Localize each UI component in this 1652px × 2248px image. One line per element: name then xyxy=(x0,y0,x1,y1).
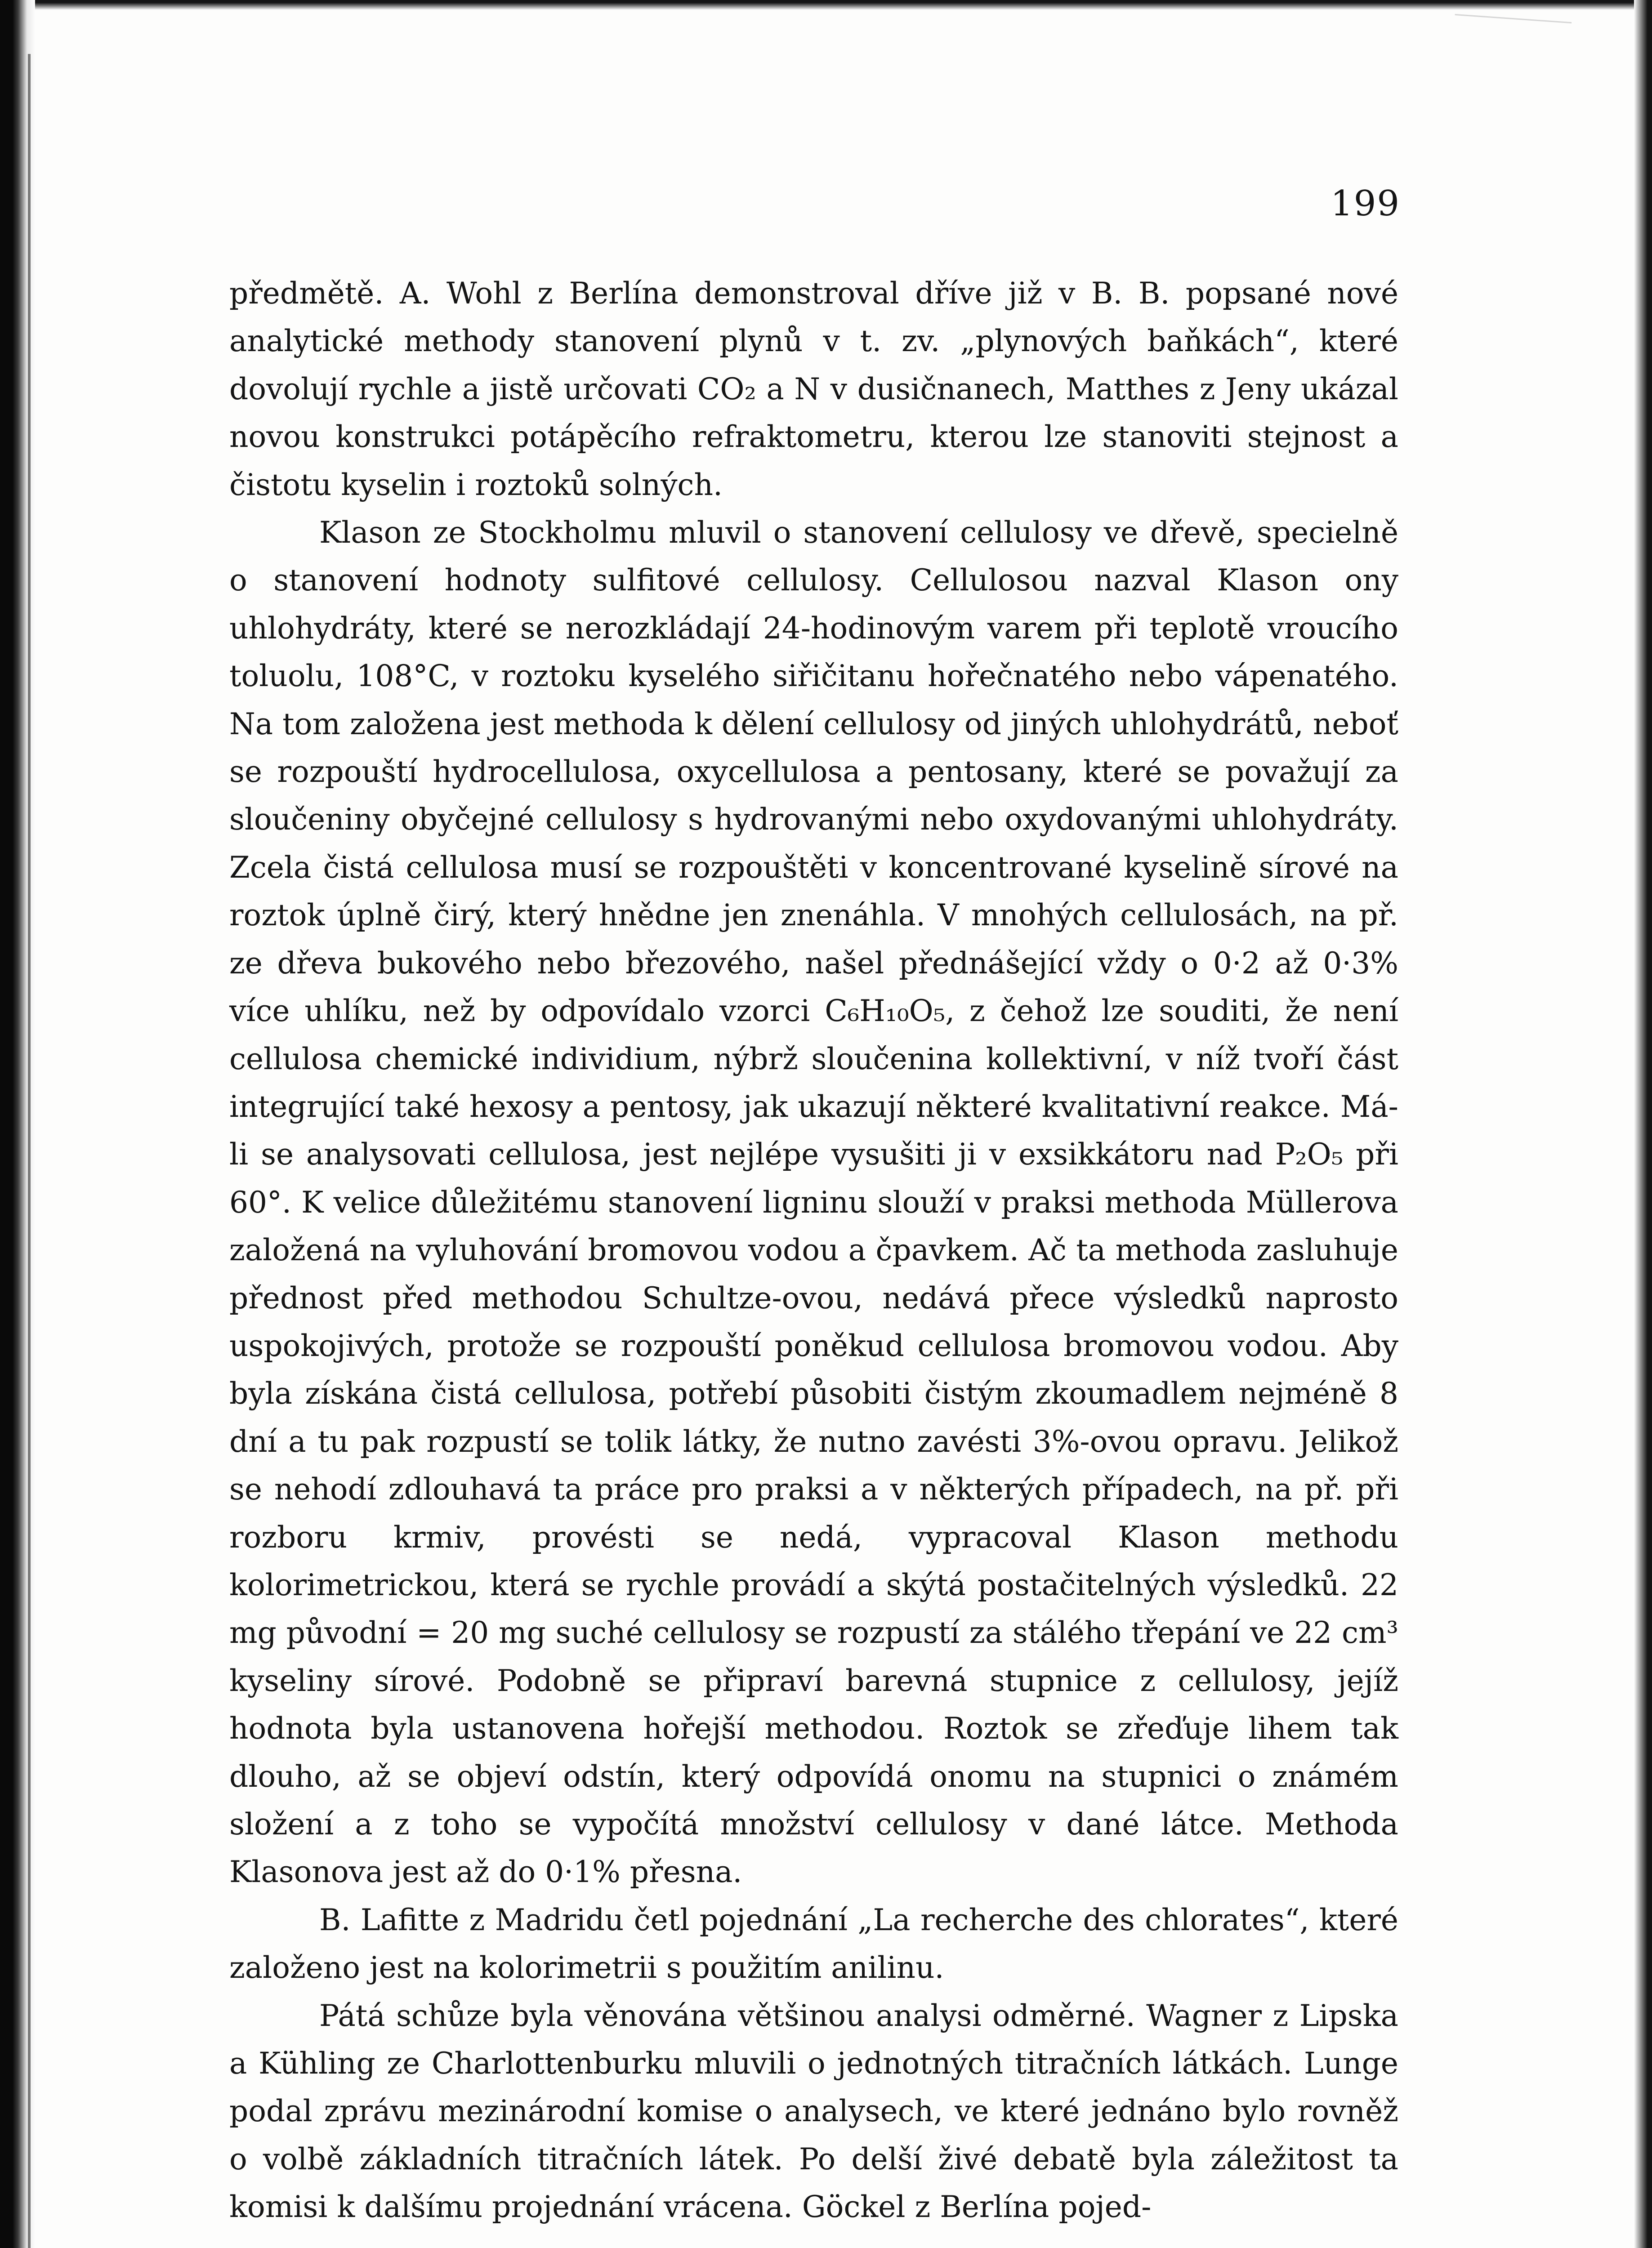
scan-edge-top xyxy=(0,0,1652,10)
corner-smudge xyxy=(1454,14,1572,41)
scan-edge-left xyxy=(0,0,35,2248)
binding-shadow xyxy=(28,54,31,2248)
paragraph-fifth-session: Pátá schůze byla věnována většinou analysi odměrné. Wagner z Lipska a Kühling ze Charlottenburku mluvili o jednotných titračních látkách. Lunge podal zprávu mezinárodní komise o analysech, ve které jednáno bylo rovněž o volbě základních titračních látek. Po delší živé debatě byla záležitost ta komisi k dalšímu projednání vrácena. Göckel z Berlína pojed- xyxy=(229,1998,1398,2225)
paragraph-wohl-matthes: předmětě. A. Wohl z Berlína demonstroval dříve již v B. B. popsané nové analytické methody stanovení plynů v t. zv. „plynových baňkách“, které dovolují rychle a jistě určovati CO₂ a N v dusičnanech, Matthes z Jeny ukázal novou konstrukci potápěcího refraktometru, kterou lze stanoviti stejnost a čistotu kyselin i roztoků solných. xyxy=(229,276,1398,502)
paragraph-klason: Klason ze Stockholmu mluvil o stanovení cellulosy ve dřevě, specielně o stanovení hodnoty sulfitové cellulosy. Cellulosou nazval Klason ony uhlohydráty, které se nerozkládají 24-hodinovým varem při teplotě vroucího toluolu, 108°C, v roztoku kyselého siřičitanu hořečnatého nebo vápenatého. Na tom založena jest methoda k dělení cellulosy od jiných uhlohydrátů, neboť se rozpouští hydrocellulosa, oxycellulosa a pentosany, které se považují za sloučeniny obyčejné cellulosy s hydrovanými nebo oxydovanými uhlohydráty. Zcela čistá cellulosa musí se rozpouštěti v koncentrované kyselině sírové na roztok úplně čirý, který hnědne jen znenáhla. V mnohých cellulosách, na př. ze dřeva bukového nebo březového, našel přednášející vždy o 0·2 až 0·3% více uhlíku, než by odpovídalo vzorci C₆H₁₀O₅, z čehož lze souditi, že není cellulosa chemické individium, nýbrž sloučenina kollektivní, v níž tvoří část integrující také hexosy a pentosy, jak ukazují některé kvalitativní reakce. Má-li se analysovati cellulosa, jest nejlépe vysušiti ji v exsikkátoru nad P₂O₅ při 60°. K velice důležitému stanovení ligninu slouží v praksi methoda Müllerova založená na vyluhování bromovou vodou a čpavkem. Ač ta methoda zasluhuje přednost před methodou Schultze-ovou, nedává přece výsledků naprosto uspokojivých, protože se rozpouští poněkud cellulosa bromovou vodou. Aby byla získána čistá cellulosa, potřebí působiti čistým zkoumadlem nejméně 8 dní a tu pak rozpustí se tolik látky, že nutno zavésti 3%-ovou opravu. Jelikož se nehodí zdlouhavá ta práce pro praksi a v některých případech, na př. při rozboru krmiv, provésti se nedá, vypracoval Klason methodu kolorimetrickou, která se rychle provádí a skýtá postačitelných výsledků. 22 mg původní = 20 mg suché cellulosy se rozpustí za stálého třepání ve 22 cm³ kyseliny sírové. Podobně se připraví barevná stupnice z cellulosy, jejíž hodnota byla ustanovena hořejší methodou. Roztok se zřeďuje lihem tak dlouho, až se objeví odstín, který odpovídá onomu na stupnici o známém složení a z toho se vypočítá množství cellulosy v dané látce. Methoda Klasonova jest až do 0·1% přesna. xyxy=(229,515,1398,1890)
page-number: 199 xyxy=(1331,183,1400,224)
paragraph-lafitte: B. Lafitte z Madridu četl pojednání „La recherche des chlorates“, které založeno jest na kolorimetrii s použitím anilinu. xyxy=(229,1902,1398,1985)
body-text xyxy=(229,270,1398,2231)
scan-edge-right xyxy=(1634,0,1652,2248)
